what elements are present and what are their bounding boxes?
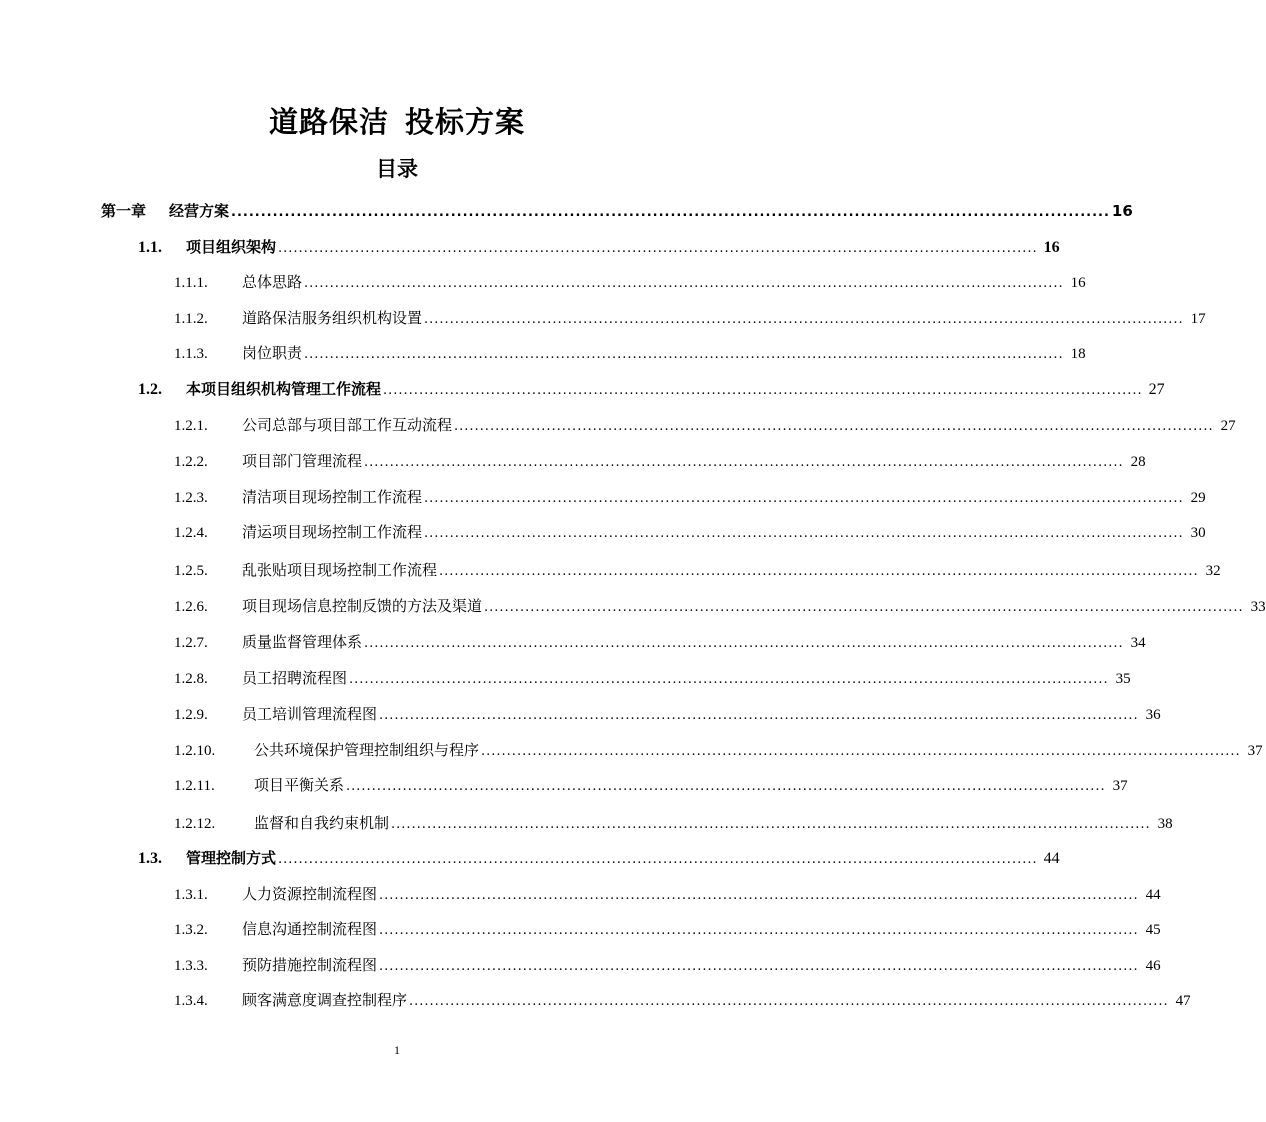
- toc-page: 44: [1145, 887, 1161, 903]
- toc-page: 35: [1115, 671, 1131, 687]
- toc-leader: ....................................................................................................................................................: [304, 276, 1064, 291]
- toc-entry-1-2-10[interactable]: [174, 738, 1263, 762]
- toc-entry-1-2-4[interactable]: [174, 520, 1206, 544]
- toc-label: 乱张贴项目现场控制工作流程: [242, 561, 438, 579]
- toc-leader: ....................................................................................................................................................: [364, 455, 1124, 470]
- toc-label: 质量监督管理体系: [242, 633, 363, 651]
- toc-leader: ....................................................................................................................................................: [383, 383, 1143, 398]
- toc-number: 1.1.1.: [174, 275, 208, 291]
- toc-leader: ....................................................................................................................................................: [391, 817, 1151, 832]
- toc-leader: ....................................................................................................................................................: [349, 672, 1109, 687]
- toc-entry-1-2-6[interactable]: [174, 594, 1266, 618]
- toc-entry-1-2[interactable]: [138, 377, 1165, 401]
- toc-page: 38: [1157, 816, 1173, 832]
- toc-number: 1.2.9.: [174, 707, 208, 723]
- toc-leader: ....................................................................................................................................................: [278, 241, 1038, 256]
- toc-label: 本项目组织机构管理工作流程: [186, 380, 382, 398]
- toc-label: 管理控制方式: [186, 849, 277, 867]
- toc-number: 1.2.12.: [174, 816, 216, 832]
- toc-number: 1.2.7.: [174, 635, 208, 651]
- toc-number: 1.2.4.: [174, 525, 208, 541]
- toc-leader: ....................................................................................................................................................: [424, 526, 1184, 541]
- toc-entry-1-1-2[interactable]: [174, 306, 1206, 330]
- toc-page: 27: [1220, 418, 1236, 434]
- toc-number: 1.2.2.: [174, 454, 208, 470]
- toc-number: 1.2.3.: [174, 490, 208, 506]
- toc-label: 监督和自我约束机制: [254, 814, 390, 832]
- toc-entry-1-2-7[interactable]: [174, 630, 1146, 654]
- toc-label: 员工培训管理流程图: [242, 705, 378, 723]
- toc-page: 45: [1145, 922, 1161, 938]
- toc-leader: ....................................................................................................................................................: [409, 994, 1169, 1009]
- toc-entry-1-2-12[interactable]: [174, 811, 1173, 835]
- toc-label: 总体思路: [242, 273, 303, 291]
- toc-leader: ....................................................................................................................................................: [484, 600, 1244, 615]
- toc-label: 项目现场信息控制反馈的方法及渠道: [242, 597, 483, 615]
- toc-number: 1.1.3.: [174, 346, 208, 362]
- toc-entry-1-1-3[interactable]: [174, 341, 1086, 365]
- toc-label: 顾客满意度调查控制程序: [242, 991, 408, 1009]
- toc-leader: ....................................................................................................................................................: [364, 636, 1124, 651]
- toc-number: 1.3.: [138, 850, 162, 867]
- toc-leader: ....................................................................................................................................................: [379, 708, 1139, 723]
- toc-entry-chapter-1[interactable]: [101, 199, 1133, 223]
- toc-number: 1.2.10.: [174, 743, 216, 759]
- toc-leader: ....................................................................................................................................................: [454, 419, 1214, 434]
- toc-page: 18: [1070, 346, 1086, 362]
- toc-number: 1.1.2.: [174, 311, 208, 327]
- toc-entry-1-1[interactable]: [138, 235, 1060, 259]
- toc-entry-1-3[interactable]: [138, 846, 1060, 870]
- toc-leader: ....................................................................................................................................................: [278, 852, 1038, 867]
- toc-entry-1-3-1[interactable]: [174, 882, 1161, 906]
- toc-leader: ....................................................................................................................................................: [481, 744, 1241, 759]
- toc-entry-1-3-3[interactable]: [174, 953, 1161, 977]
- toc-entry-1-2-1[interactable]: [174, 413, 1236, 437]
- toc-number: 1.2.5.: [174, 563, 208, 579]
- toc-leader: ....................................................................................................................................................: [424, 491, 1184, 506]
- toc-label: 项目组织架构: [186, 238, 277, 256]
- toc-leader: ....................................................................................................................................................: [379, 888, 1139, 903]
- toc-page: 28: [1130, 454, 1146, 470]
- toc-page: 47: [1175, 993, 1191, 1009]
- toc-number: 1.2.1.: [174, 418, 208, 434]
- toc-leader: ....................................................................................................................................................: [424, 312, 1184, 327]
- toc-label: 预防措施控制流程图: [242, 956, 378, 974]
- toc-number: 1.1.: [138, 239, 162, 256]
- toc-leader: ....................................................................................................................................................: [304, 347, 1064, 362]
- toc-number: 1.2.6.: [174, 599, 208, 615]
- toc-label: 项目部门管理流程: [242, 452, 363, 470]
- toc-number: 第一章: [101, 202, 147, 220]
- toc-entry-1-3-2[interactable]: [174, 917, 1161, 941]
- toc-label: 清洁项目现场控制工作流程: [242, 488, 423, 506]
- toc-page: 36: [1145, 707, 1161, 723]
- toc-entry-1-2-2[interactable]: [174, 449, 1146, 473]
- toc-page: 46: [1145, 958, 1161, 974]
- toc-label: 信息沟通控制流程图: [242, 920, 378, 938]
- toc-page: 34: [1130, 635, 1146, 651]
- toc-leader: ....................................................................................................................................................: [231, 205, 1110, 220]
- toc-number: 1.3.4.: [174, 993, 208, 1009]
- toc-label: 人力资源控制流程图: [242, 885, 378, 903]
- toc-entry-1-2-5[interactable]: [174, 558, 1221, 582]
- toc-page: 16: [1070, 275, 1086, 291]
- toc-entry-1-2-11[interactable]: [174, 773, 1128, 797]
- title-part-1: 道路保洁: [268, 105, 389, 139]
- toc-leader: ....................................................................................................................................................: [379, 923, 1139, 938]
- toc-entry-1-2-3[interactable]: [174, 485, 1206, 509]
- toc-page: 16: [1111, 202, 1133, 220]
- toc-page: 16: [1043, 239, 1060, 256]
- toc-number: 1.3.1.: [174, 887, 208, 903]
- page-number: 1: [394, 1043, 400, 1057]
- toc-entry-1-3-4[interactable]: [174, 988, 1191, 1012]
- toc-label: 经营方案: [169, 202, 230, 220]
- toc-heading: 目录: [376, 157, 418, 181]
- toc-entry-1-2-9[interactable]: [174, 702, 1161, 726]
- toc-label: 公共环境保护管理控制组织与程序: [254, 741, 480, 759]
- toc-number: 1.3.3.: [174, 958, 208, 974]
- toc-entry-1-1-1[interactable]: [174, 270, 1086, 294]
- toc-page: 30: [1190, 525, 1206, 541]
- toc-page: 32: [1205, 563, 1221, 579]
- document-title: [0, 100, 794, 141]
- title-part-2: 投标方案: [405, 105, 526, 139]
- toc-label: 项目平衡关系: [254, 776, 345, 794]
- toc-number: 1.2.: [138, 381, 162, 398]
- toc-number: 1.2.8.: [174, 671, 208, 687]
- toc-page: 37: [1247, 743, 1263, 759]
- toc-page: 37: [1112, 778, 1128, 794]
- toc-page: 44: [1043, 850, 1060, 867]
- toc-leader: ....................................................................................................................................................: [379, 959, 1139, 974]
- toc-number: 1.3.2.: [174, 922, 208, 938]
- toc-page: 17: [1190, 311, 1206, 327]
- toc-label: 道路保洁服务组织机构设置: [242, 309, 423, 327]
- toc-label: 公司总部与项目部工作互动流程: [242, 416, 453, 434]
- toc-page: 27: [1148, 381, 1165, 398]
- toc-page: 33: [1250, 599, 1266, 615]
- toc-label: 岗位职责: [242, 344, 303, 362]
- toc-leader: ....................................................................................................................................................: [439, 564, 1199, 579]
- toc-number: 1.2.11.: [174, 778, 215, 794]
- toc-entry-1-2-8[interactable]: [174, 666, 1131, 690]
- toc-leader: ....................................................................................................................................................: [346, 779, 1106, 794]
- toc-label: 清运项目现场控制工作流程: [242, 523, 423, 541]
- toc-label: 员工招聘流程图: [242, 669, 348, 687]
- toc-page: 29: [1190, 490, 1206, 506]
